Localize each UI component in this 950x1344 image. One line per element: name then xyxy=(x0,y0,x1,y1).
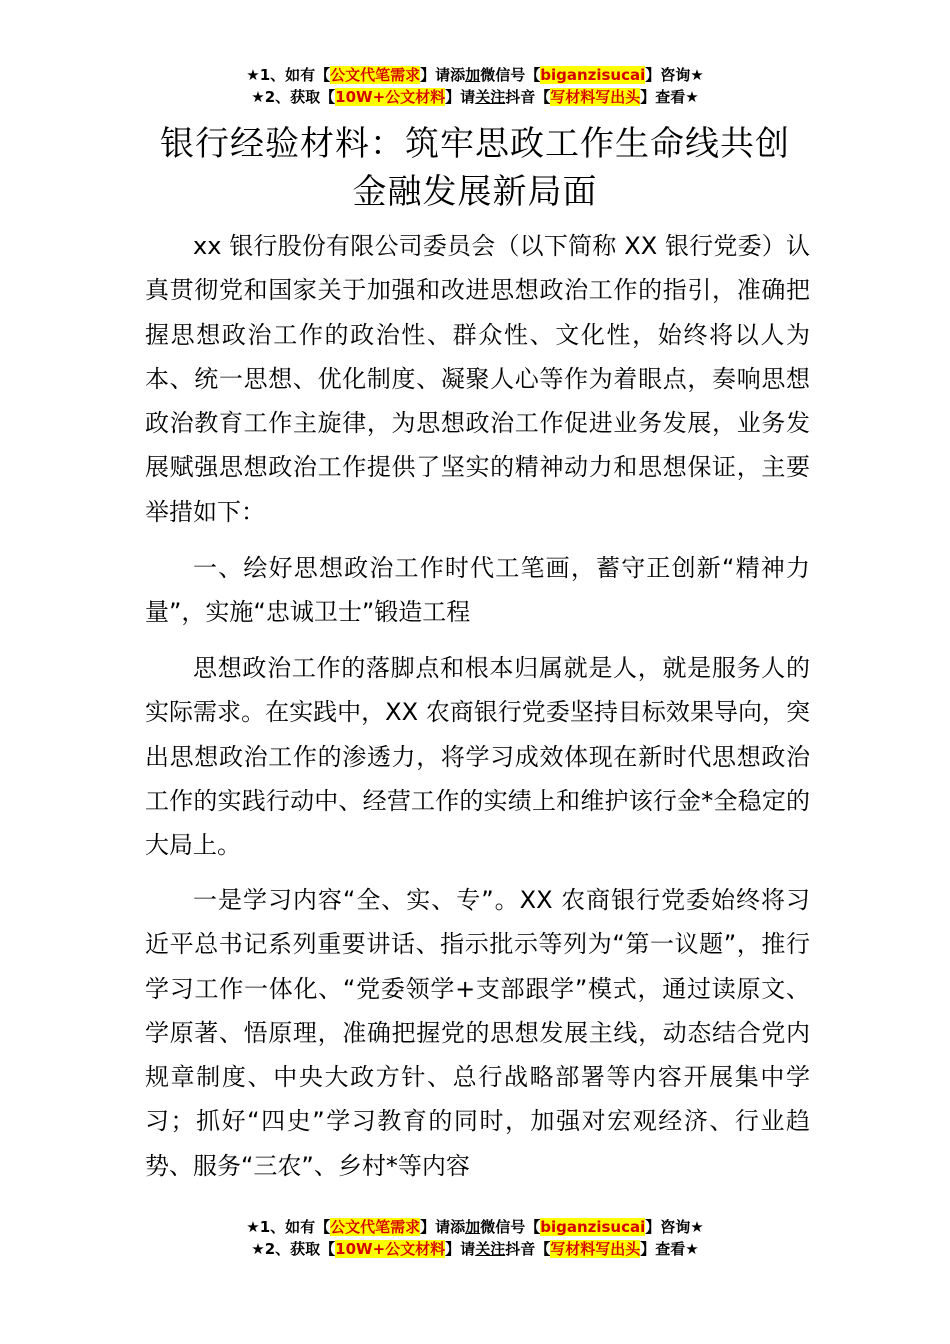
star-icon: ★ xyxy=(246,66,260,84)
wechat-id-highlight: biganzisucai xyxy=(540,1218,646,1236)
banner-text: 微信号【 xyxy=(480,66,541,84)
douyin-highlight: 写材料写出头 xyxy=(550,88,641,106)
banner-text: 】请添 xyxy=(420,66,466,84)
banner-underlined-text: 关注 xyxy=(475,1240,506,1258)
paragraph-section-1: 思想政治工作的落脚点和根本归属就是人，就是服务人的实际需求。在实践中，XX 农商银行党委坚持目标效果导向，突出思想政治工作的渗透力，将学习成效体现在新时代思想政治工作的实践行动中、经营工作的实绩上和维护该行金*全稳定的大局上。 xyxy=(145,654,810,860)
star-icon: ★ xyxy=(251,88,265,106)
banner-text: 抖音【 xyxy=(505,88,551,106)
star-icon: ★ xyxy=(690,1218,704,1236)
star-icon: ★ xyxy=(251,1240,265,1258)
banner-line-1 xyxy=(0,1216,950,1238)
banner-text: 】请添 xyxy=(420,1218,466,1236)
banner-text: 2、获取【 xyxy=(264,1240,336,1258)
douyin-highlight: 写材料写出头 xyxy=(550,1240,641,1258)
banner-text: 微信号【 xyxy=(480,1218,541,1236)
banner-line-1 xyxy=(0,64,950,86)
banner-text: 抖音【 xyxy=(505,1240,551,1258)
document-title: 银行经验材料：筑牢思政工作生命线共创金融发展新局面 xyxy=(160,124,790,212)
bottom-banner xyxy=(0,1216,950,1260)
banner-line-2 xyxy=(0,86,950,108)
star-icon: ★ xyxy=(685,88,699,106)
star-icon: ★ xyxy=(685,1240,699,1258)
banner-text: 】查看 xyxy=(640,88,686,106)
banner-underlined-text: 关注 xyxy=(475,88,506,106)
paragraph-point-1: 一是学习内容“全、实、专”。XX 农商银行党委始终将习近平总书记系列重要讲话、指示批示等列为“第一议题”，推行学习工作一体化、“党委领学+支部跟学”模式，通过读原文、学原著、悟原理，准确把握党的思想发展主线，动态结合党内规章制度、中央大政方针、总行战略部署等内容开展集中学习；抓好“四史”学习教育的同时，加强对宏观经济、行业趋势、服务“三农”、乡村*等内容 xyxy=(145,886,810,1180)
star-icon: ★ xyxy=(246,1218,260,1236)
section-heading-1: 一、绘好思想政治工作时代工笔画，蓄守正创新“精神力量”，实施“忠诚卫士”锻造工程 xyxy=(145,554,810,627)
banner-line-2 xyxy=(0,1238,950,1260)
banner-text: 】咨询 xyxy=(645,66,691,84)
wechat-id-highlight: biganzisucai xyxy=(540,66,646,84)
banner-highlight: 10W+公文材料 xyxy=(335,88,446,106)
banner-underlined-text: 加 xyxy=(465,66,481,84)
star-icon: ★ xyxy=(690,66,704,84)
banner-text: 1、如有【 xyxy=(259,66,331,84)
top-banner xyxy=(0,64,950,108)
banner-text: 1、如有【 xyxy=(259,1218,331,1236)
banner-text: 】请 xyxy=(445,88,476,106)
banner-highlight: 公文代笔需求 xyxy=(330,66,421,84)
banner-text: 】请 xyxy=(445,1240,476,1258)
banner-highlight: 公文代笔需求 xyxy=(330,1218,421,1236)
paragraph-intro: xx 银行股份有限公司委员会（以下简称 XX 银行党委）认真贯彻党和国家关于加强和改进思想政治工作的指引，准确把握思想政治工作的政治性、群众性、文化性，始终将以人为本、统一思想、优化制度、凝聚人心等作为着眼点，奏响思想政治教育工作主旋律，为思想政治工作促进业务发展，业务发展赋强思想政治工作提供了坚实的精神动力和思想保证，主要举措如下： xyxy=(145,232,810,526)
banner-underlined-text: 加 xyxy=(465,1218,481,1236)
banner-text: 2、获取【 xyxy=(264,88,336,106)
banner-text: 】咨询 xyxy=(645,1218,691,1236)
banner-highlight: 10W+公文材料 xyxy=(335,1240,446,1258)
banner-text: 】查看 xyxy=(640,1240,686,1258)
